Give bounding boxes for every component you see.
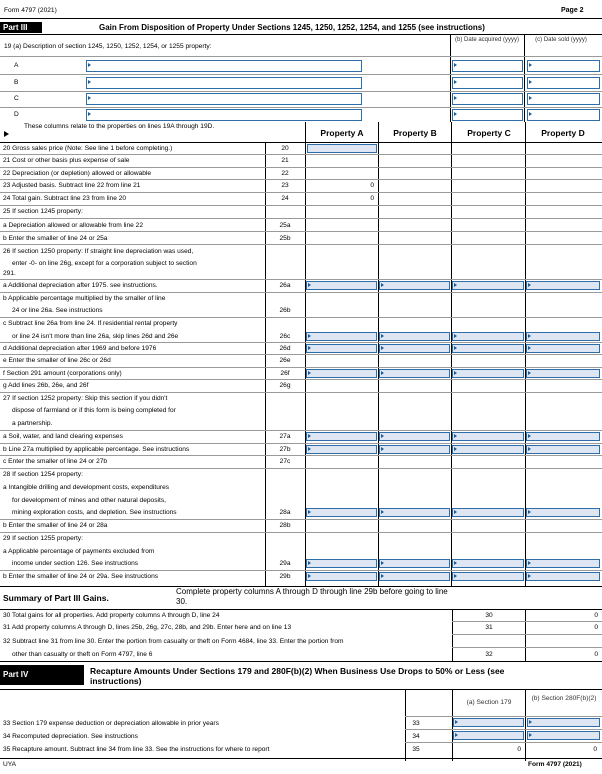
section179-header: (a) Section 179 [466, 699, 512, 706]
line-number: 26g [279, 382, 291, 389]
line-number: 26d [279, 345, 291, 352]
line26b-label-2: 24 or line 26a. See instructions [12, 307, 103, 314]
line26-label-2: enter -0- on line 26g, except for a corporation subject to section [12, 260, 197, 267]
property-c-input[interactable] [452, 344, 524, 353]
line26f-label: f Section 291 amount (corporations only) [3, 370, 122, 377]
description-input[interactable] [86, 77, 362, 89]
date-acquired-input[interactable] [452, 60, 523, 72]
line-number: 29a [279, 560, 291, 567]
line-number: 26a [279, 282, 291, 289]
part4-title-2: instructions) [90, 676, 142, 686]
date-acquired-input[interactable] [452, 109, 523, 121]
line-number: 25b [279, 235, 291, 242]
date-sold-input[interactable] [527, 109, 600, 121]
line25-label: 25 If section 1245 property: [3, 208, 83, 215]
property-d-input[interactable] [526, 281, 600, 290]
line24-property-a-value[interactable]: 0 [370, 195, 374, 202]
date-sold-input[interactable] [527, 77, 600, 89]
line29a-label-2: income under section 126. See instructions [12, 560, 139, 567]
property-c-input[interactable] [452, 572, 524, 581]
line35-label: 35 Recapture amount. Subtract line 34 from line 33. See the instructions for where to report [3, 746, 270, 753]
line29a-label: a Applicable percentage of payments excluded from [3, 548, 155, 555]
line22-label: 22 Depreciation (or depletion) allowed or allowable [3, 170, 152, 177]
line30-number: 30 [485, 612, 493, 619]
property-a-input[interactable] [306, 332, 377, 341]
line-number: 20 [281, 145, 289, 152]
property-b-input[interactable] [379, 445, 450, 454]
property-b-input[interactable] [379, 432, 450, 441]
property-d-input[interactable] [526, 369, 600, 378]
property-b-input[interactable] [379, 332, 450, 341]
line28a-label-2: for development of mines and other natural deposits, [12, 497, 166, 504]
property-c-header: Property C [467, 128, 511, 138]
page-number: Page 2 [561, 7, 584, 14]
property-b-header: Property B [393, 128, 437, 138]
property-a-input[interactable] [306, 572, 377, 581]
property-a-input[interactable] [306, 369, 377, 378]
property-c-input[interactable] [452, 445, 524, 454]
footer-form-id: Form 4797 (2021) [528, 761, 582, 768]
line29-label: 29 If section 1255 property: [3, 535, 83, 542]
line26d-label: d Additional depreciation after 1969 and before 1976 [3, 345, 157, 352]
line-number: 27c [279, 458, 291, 465]
property-b-input[interactable] [379, 344, 450, 353]
property-a-input[interactable] [306, 281, 377, 290]
property-c-input[interactable] [452, 281, 524, 290]
line32-number: 32 [485, 651, 493, 658]
line-number: 26f [280, 370, 290, 377]
line20-label: 20 Gross sales price (Note: See line 1 before completing.) [3, 145, 173, 152]
line23-property-a-value[interactable]: 0 [370, 182, 374, 189]
line32-value[interactable]: 0 [594, 651, 598, 658]
line27b-label: b Line 27a multiplied by applicable percentage. See instructions [3, 446, 190, 453]
line26g-label: g Add lines 26b, 26e, and 26f [3, 382, 89, 389]
summary-title: Summary of Part III Gains. [3, 593, 109, 603]
columns-note: These columns relate to the properties on lines 19A through 19D. [24, 123, 215, 130]
property-a-input[interactable] [306, 508, 377, 517]
line26e-label: e Enter the smaller of line 26c or 26d [3, 357, 111, 364]
row19-label: C [14, 95, 19, 102]
line26a-label: a Additional depreciation after 1975. see instructions. [3, 282, 158, 289]
arrow-right-icon [4, 131, 9, 137]
line34-section280f-input[interactable] [527, 731, 600, 740]
description-input[interactable] [86, 60, 362, 72]
row19-label: B [14, 79, 19, 86]
line23-label: 23 Adjusted basis. Subtract line 22 from line 21 [3, 182, 141, 189]
line-number: 26b [279, 307, 291, 314]
line28-label: 28 If section 1254 property: [3, 471, 83, 478]
property-d-input[interactable] [526, 445, 600, 454]
line-number: 29b [279, 573, 291, 580]
line34-number: 34 [412, 733, 420, 740]
date-sold-header: (c) Date sold (yyyy) [535, 37, 587, 43]
line34-label: 34 Recomputed depreciation. See instructions [3, 733, 138, 740]
property-a-header: Property A [320, 128, 364, 138]
property-a-input[interactable] [306, 432, 377, 441]
date-acquired-input[interactable] [452, 77, 523, 89]
property-d-input[interactable] [526, 344, 600, 353]
date-sold-input[interactable] [527, 93, 600, 105]
property-b-input[interactable] [379, 559, 450, 568]
part3-title: Gain From Disposition of Property Under Sections 1245, 1250, 1252, 1254, and 1255 (see instructions) [99, 23, 485, 32]
line-number: 26e [279, 357, 291, 364]
line27-label-3: a partnership. [12, 420, 53, 427]
property-d-input[interactable] [526, 508, 600, 517]
line27-label: 27 If section 1252 property: Skip this section if you didn't [3, 395, 168, 402]
property-d-input[interactable] [526, 572, 600, 581]
line28a-label: a Intangible drilling and development costs, expenditures [3, 484, 170, 491]
line26c-label-2: or line 24 isn't more than line 26a, skip lines 26d and 26e [12, 333, 179, 340]
property-d-input[interactable] [526, 332, 600, 341]
property-b-input[interactable] [379, 572, 450, 581]
property-d-header: Property D [541, 128, 585, 138]
property-c-input[interactable] [452, 559, 524, 568]
line-number: 27b [279, 446, 291, 453]
property-c-input[interactable] [452, 508, 524, 517]
line25a-label: a Depreciation allowed or allowable from line 22 [3, 222, 144, 229]
line35-section280f-value[interactable]: 0 [593, 746, 597, 753]
line33-section179-input[interactable] [453, 718, 524, 727]
property-c-input[interactable] [452, 332, 524, 341]
summary-instruction-2: 30. [176, 597, 188, 606]
row19-label: A [14, 62, 19, 69]
property-a-input[interactable] [306, 445, 377, 454]
line29b-label: b Enter the smaller of line 24 or 29a. See instructions [3, 573, 159, 580]
description-input[interactable] [86, 109, 362, 121]
date-sold-input[interactable] [527, 60, 600, 72]
part4-tab: Part IV [0, 665, 84, 685]
line33-label: 33 Section 179 expense deduction or depreciation allowable in prior years [3, 720, 219, 727]
line33-number: 33 [412, 720, 420, 727]
line27c-label: c Enter the smaller of line 24 or 27b [3, 458, 108, 465]
line35-number: 35 [412, 746, 420, 753]
date-acquired-input[interactable] [452, 93, 523, 105]
property-d-input[interactable] [526, 432, 600, 441]
footer-code: UYA [3, 761, 17, 768]
property-a-input[interactable] [306, 344, 377, 353]
description-input[interactable] [86, 93, 362, 105]
part3-tab: Part III [0, 22, 42, 33]
line32-label-2: other than casualty or theft on Form 4797, line 6 [12, 651, 153, 658]
line34-section179-input[interactable] [453, 731, 524, 740]
property-b-input[interactable] [379, 281, 450, 290]
line-number: 27a [279, 433, 291, 440]
property-a-input[interactable] [306, 559, 377, 568]
line26-label-3: 291. [3, 270, 16, 277]
line28a-label-3: mining exploration costs, and depletion. See instructions [12, 509, 177, 516]
line27-label-2: dispose of farmland or if this form is being completed for [12, 407, 176, 414]
property-d-input[interactable] [526, 559, 600, 568]
line-number: 21 [281, 157, 289, 164]
property-c-input[interactable] [452, 432, 524, 441]
line35-section179-value[interactable]: 0 [517, 746, 521, 753]
part4-title: Recapture Amounts Under Sections 179 and 280F(b)(2) When Business Use Drops to 50% or Less (see [90, 666, 505, 676]
line30-value[interactable]: 0 [594, 612, 598, 619]
property-b-input[interactable] [379, 369, 450, 378]
section280f-header: (b) Section 280F(b)(2) [531, 695, 597, 702]
line26b-label: b Applicable percentage multiplied by the smaller of line [3, 295, 166, 302]
line31-value[interactable]: 0 [594, 624, 598, 631]
line31-number: 31 [485, 624, 493, 631]
property-b-input[interactable] [379, 508, 450, 517]
date-acquired-header: (b) Date acquired (yyyy) [454, 37, 520, 43]
line-number: 23 [281, 182, 289, 189]
line27a-label: a Soil, water, and land clearing expenses [3, 433, 123, 440]
line33-section280f-input[interactable] [527, 718, 600, 727]
line32-label: 32 Subtract line 31 from line 30. Enter the portion from casualty or theft on Form 4684, line 33. Enter the portion from [3, 638, 344, 645]
line28b-label: b Enter the smaller of line 24 or 28a [3, 522, 108, 529]
summary-instruction: Complete property columns A through D through line 29b before going to line [176, 587, 448, 596]
line19-label: 19 (a) Description of section 1245, 1250, 1252, 1254, or 1255 property: [4, 43, 212, 50]
line24-label: 24 Total gain. Subtract line 23 from line 20 [3, 195, 127, 202]
line31-label: 31 Add property columns A through D, lines 25b, 26g, 27c, 28b, and 29b. Enter here and on line 13 [3, 624, 292, 631]
line-number: 25a [279, 222, 291, 229]
row19-label: D [14, 111, 19, 118]
property-a-input[interactable] [307, 144, 377, 153]
line30-label: 30 Total gains for all properties. Add property columns A through D, line 24 [3, 612, 220, 619]
property-c-input[interactable] [452, 369, 524, 378]
line26c-label: c Subtract line 26a from line 24. If residential rental property [3, 320, 178, 327]
line-number: 22 [281, 170, 289, 177]
line-number: 28a [279, 509, 291, 516]
line25b-label: b Enter the smaller of line 24 or 25a [3, 235, 108, 242]
line26-label: 26 If section 1250 property: If straight line depreciation was used, [3, 248, 194, 255]
line-number: 28b [279, 522, 291, 529]
line-number: 26c [279, 333, 291, 340]
form-id: Form 4797 (2021) [4, 7, 57, 14]
line-number: 24 [281, 195, 289, 202]
line21-label: 21 Cost or other basis plus expense of sale [3, 157, 130, 164]
